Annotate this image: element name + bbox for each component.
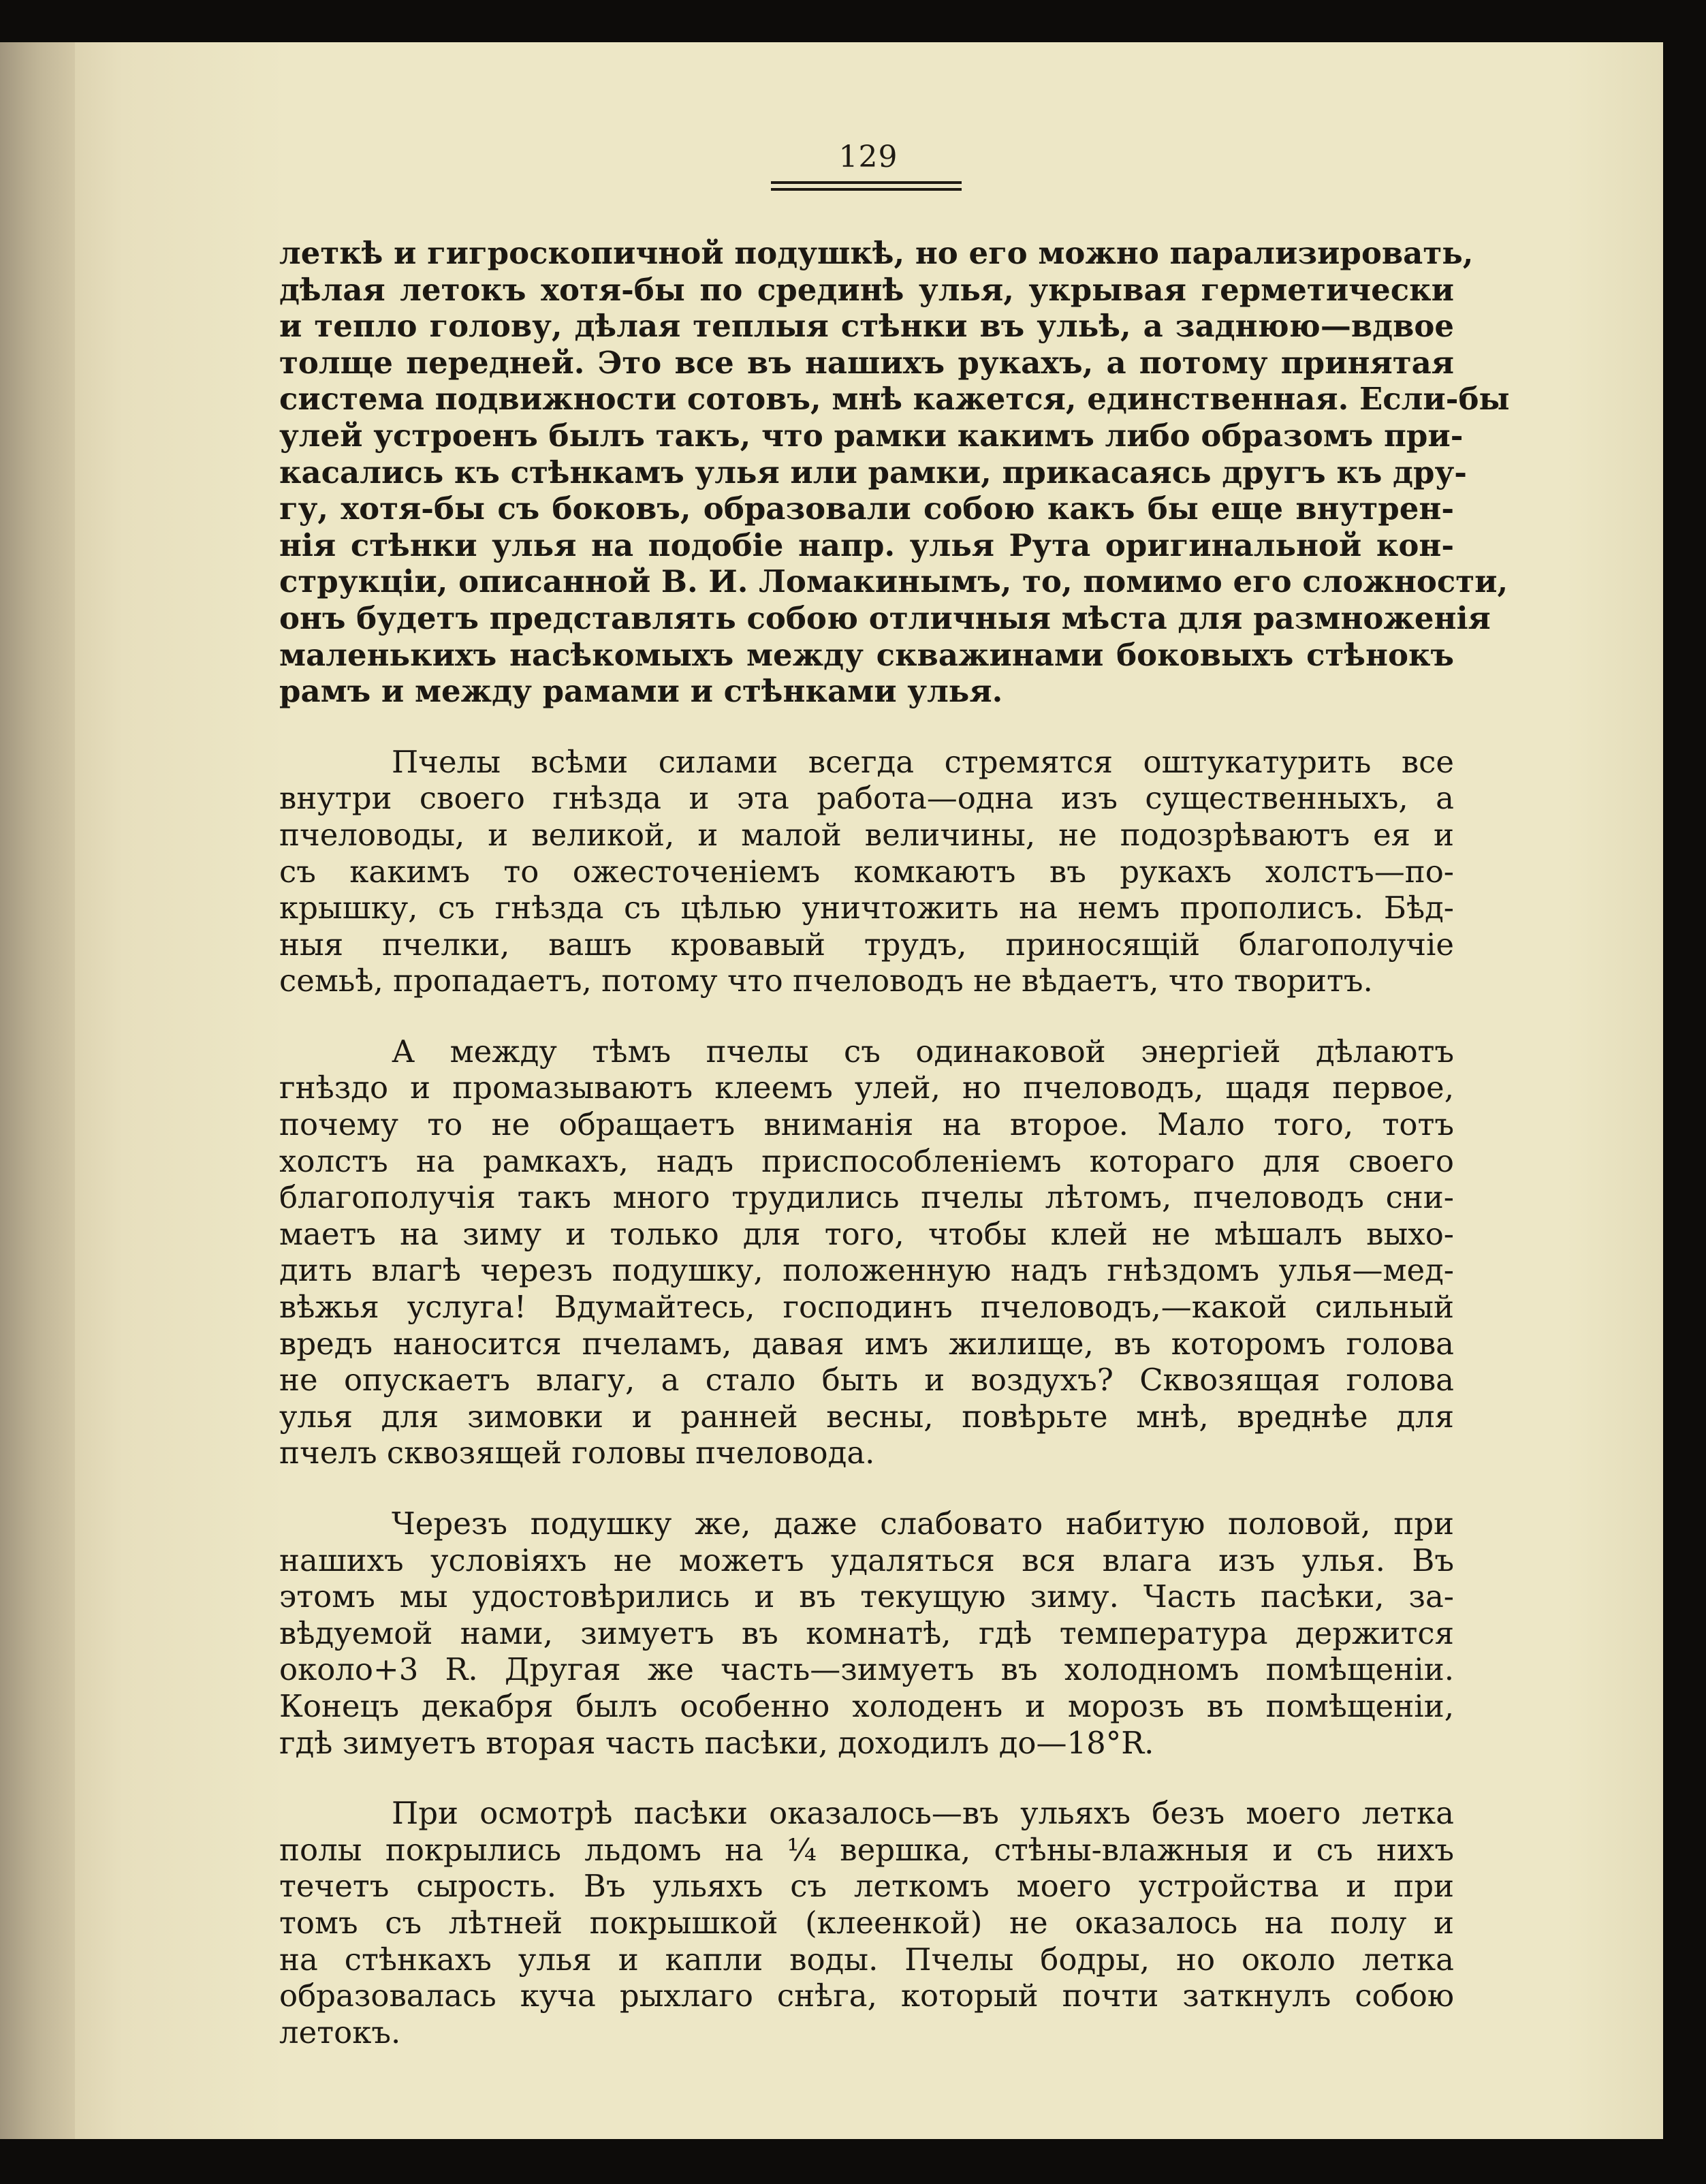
text-line: этомъ мы удостовѣрились и въ текущую зиму. Часть пасѣки, за- (279, 1578, 1454, 1615)
book-spine-shadow (0, 42, 75, 2139)
text-line: вѣдуемой нами, зимуетъ въ комнатѣ, гдѣ температура держится (279, 1614, 1454, 1651)
text-line: не опускаетъ влагу, а стало быть и воздухъ? Сквозящая голова (279, 1362, 1454, 1399)
text-line: пчеловоды, и великой, и малой величины, не подозрѣваютъ ея и (279, 816, 1454, 853)
text-line: полы покрылись льдомъ на ¼ вершка, стѣны-влажныя и съ нихъ (279, 1831, 1454, 1868)
text-line: на стѣнкахъ улья и капли воды. Пчелы бодры, но около летка (279, 1941, 1454, 1978)
text-line: маленькихъ насѣкомыхъ между скважинами боковыхъ стѣнокъ (279, 636, 1454, 673)
text-line: гу, хотя-бы съ боковъ, образовали собою какъ бы еще внутрен- (279, 490, 1454, 527)
text-line: вѣжья услуга! Вдумайтесь, господинъ пчеловодъ,—какой сильный (279, 1289, 1454, 1326)
text-line: толще передней. Это все въ нашихъ рукахъ, а потому принятая (279, 344, 1454, 381)
text-line: Пчелы всѣми силами всегда стремятся оштукатурить все (392, 743, 1454, 780)
page-number: 129 (838, 140, 898, 174)
paragraph (279, 1506, 1454, 1761)
text-line: нія стѣнки улья на подобіе напр. улья Рута оригинальной кон- (279, 527, 1454, 563)
text-line: Черезъ подушку же, даже слабовато набитую половой, при (392, 1506, 1454, 1542)
text-line: нашихъ условіяхъ не можетъ удаляться вся влага изъ улья. Въ (279, 1542, 1454, 1578)
paragraph (279, 744, 1454, 999)
text-line: леткѣ и гигроскопичной подушкѣ, но его можно парализировать, (279, 235, 1474, 271)
text-line: съ какимъ то ожесточеніемъ комкаютъ въ рукахъ холстъ—по- (279, 853, 1454, 890)
text-line: маетъ на зиму и только для того, чтобы клей не мѣшалъ выхо- (279, 1215, 1454, 1252)
text-line: гдѣ зимуетъ вторая часть пасѣки, доходилъ до—18°R. (279, 1724, 1154, 1761)
text-line: гнѣздо и промазываютъ клеемъ улей, но пчеловодъ, щадя первое, (279, 1070, 1454, 1106)
text-line: вредъ наносится пчеламъ, давая имъ жилище, въ которомъ голова (279, 1325, 1454, 1362)
text-line: холстъ на рамкахъ, надъ приспособленіемъ котораго для своего (279, 1142, 1454, 1179)
text-line: течетъ сырость. Въ ульяхъ съ леткомъ моего устройства и при (279, 1868, 1454, 1905)
text-line: около+3 R. Другая же часть—зимуетъ въ холодномъ помѣщеніи. (279, 1651, 1454, 1688)
text-line: улья для зимовки и ранней весны, повѣрьте мнѣ, вреднѣе для (279, 1398, 1454, 1435)
text-line: внутри своего гнѣзда и эта работа—одна изъ существенныхъ, а (279, 780, 1454, 817)
paragraph (279, 1795, 1454, 2050)
text-line: система подвижности сотовъ, мнѣ кажется, единственная. Если-бы (279, 381, 1510, 418)
text-line: летокъ. (279, 2014, 401, 2050)
text-line: благополучія такъ много трудились пчелы лѣтомъ, пчеловодъ сни- (279, 1179, 1454, 1216)
text-line: почему то не обращаетъ вниманія на второе. Мало того, тотъ (279, 1106, 1454, 1143)
paragraph (279, 235, 1510, 710)
page-number-rule-bottom (771, 188, 962, 191)
body-text (279, 235, 1510, 2085)
text-line: образовалась куча рыхлаго снѣга, который почти заткнулъ собою (279, 1978, 1454, 2014)
text-line: А между тѣмъ пчелы съ одинаковой энергіей дѣлаютъ (392, 1033, 1454, 1070)
text-line: При осмотрѣ пасѣки оказалось—въ ульяхъ безъ моего летка (392, 1795, 1454, 1832)
text-line: дѣлая летокъ хотя-бы по срединѣ улья, укрывая герметически (279, 271, 1454, 308)
text-line: касались къ стѣнкамъ улья или рамки, прикасаясь другъ къ дру- (279, 454, 1467, 490)
text-line: струкціи, описанной В. И. Ломакинымъ, то, помимо его сложности, (279, 563, 1508, 600)
text-line: Конецъ декабря былъ особенно холоденъ и морозъ въ помѣщеніи, (279, 1687, 1454, 1724)
text-line: семьѣ, пропадаетъ, потому что пчеловодъ не вѣдаетъ, что творитъ. (279, 963, 1373, 999)
text-line: дить влагѣ черезъ подушку, положенную надъ гнѣздомъ улья—мед- (279, 1252, 1454, 1289)
text-line: ныя пчелки, вашъ кровавый трудъ, приносящій благополучіе (279, 926, 1454, 963)
text-line: томъ съ лѣтней покрышкой (клеенкой) не оказалось на полу и (279, 1904, 1454, 1941)
text-line: пчелъ сквозящей головы пчеловода. (279, 1435, 875, 1471)
text-line: онъ будетъ представлять собою отличныя мѣста для размноженія (279, 599, 1491, 636)
page-number-rule-top (771, 181, 962, 184)
text-line: и тепло голову, дѣлая теплыя стѣнки въ ульѣ, а заднюю—вдвое (279, 308, 1454, 345)
text-line: рамъ и между рамами и стѣнками улья. (279, 673, 1003, 710)
text-line: улей устроенъ былъ такъ, что рамки какимъ либо образомъ при- (279, 417, 1464, 454)
text-line: крышку, съ гнѣзда съ цѣлью уничтожить на немъ прополисъ. Бѣд- (279, 890, 1454, 926)
paragraph (279, 1033, 1454, 1471)
